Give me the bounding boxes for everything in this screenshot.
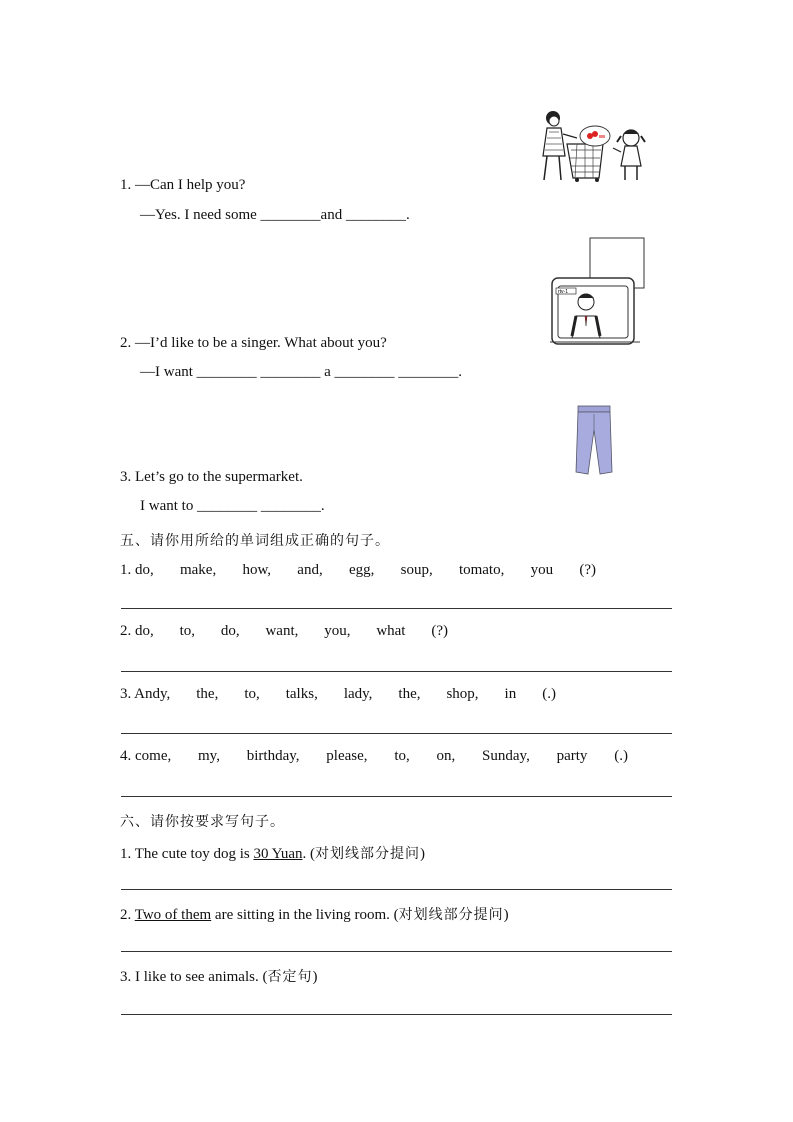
s5-item-3: [120, 686, 556, 703]
word: tomato,: [458, 562, 505, 578]
word: you,: [324, 623, 351, 639]
answer-line[interactable]: [121, 1014, 672, 1015]
word: to,: [179, 623, 196, 639]
answer-line[interactable]: [121, 733, 672, 734]
word: and,: [297, 562, 323, 578]
shopping-illustration: [533, 108, 648, 183]
word: (?): [579, 562, 596, 578]
answer-line[interactable]: [121, 951, 672, 952]
word: soup,: [400, 562, 433, 578]
word: egg,: [348, 562, 375, 578]
instruction-note: 否定句: [267, 969, 313, 985]
word: what: [376, 623, 406, 639]
text: 3. I like to see animals. (: [120, 969, 268, 985]
section6-heading: 六、请你按要求写句子。: [120, 814, 285, 830]
word: do,: [220, 623, 240, 639]
q1-line2: —Yes. I need some ________and ________.: [140, 207, 410, 223]
trousers-illustration: [572, 404, 616, 476]
q2-line1: 2. —I’d like to be a singer. What about you?: [120, 335, 387, 351]
word: to,: [394, 748, 410, 764]
answer-line[interactable]: [121, 796, 672, 797]
underlined-text: 30 Yuan: [253, 846, 303, 862]
word: shop,: [446, 686, 479, 702]
word: the,: [196, 686, 219, 702]
q3-line2: I want to ________ ________.: [140, 498, 325, 514]
word: my,: [198, 748, 220, 764]
q2-line2: —I want ________ ________ a ________ ________.: [140, 364, 463, 380]
word: (?): [431, 623, 448, 639]
text: ): [312, 969, 318, 985]
s5-item-4: [120, 748, 628, 765]
answer-line[interactable]: [121, 671, 672, 672]
text: are sitting in the living room. (: [211, 907, 399, 923]
word: lady,: [343, 686, 373, 702]
word: (.): [542, 686, 556, 702]
word: in: [504, 686, 517, 702]
text: 1. The cute toy dog is: [120, 846, 254, 862]
q3-line1: 3. Let’s go to the supermarket.: [120, 469, 303, 485]
word: want,: [265, 623, 299, 639]
word: make,: [179, 562, 217, 578]
word: talks,: [285, 686, 318, 702]
word: Sunday,: [482, 748, 530, 764]
word: on,: [436, 748, 456, 764]
word: party: [556, 748, 588, 764]
word: you: [530, 562, 554, 578]
word: 1. do,: [120, 562, 154, 578]
text: . (: [302, 846, 315, 862]
q1-line1: 1. —Can I help you?: [120, 177, 246, 193]
underlined-text: Two of them: [134, 907, 212, 923]
svg-text:rtv-1: rtv-1: [558, 289, 568, 295]
word: 2. do,: [120, 623, 154, 639]
word: 3. Andy,: [120, 686, 171, 702]
s6-item-1: [120, 843, 425, 863]
answer-line[interactable]: [121, 608, 672, 609]
s5-item-2: [120, 623, 448, 640]
word: how,: [242, 562, 272, 578]
s6-item-3: [120, 966, 317, 986]
word: to,: [244, 686, 260, 702]
word: (.): [614, 748, 628, 764]
section5-heading: 五、请你用所给的单词组成正确的句子。: [120, 533, 390, 549]
s5-item-1: [120, 562, 596, 579]
s6-item-2: [120, 904, 509, 924]
word: the,: [398, 686, 421, 702]
word: please,: [326, 748, 368, 764]
instruction-note: 对划线部分提问: [315, 846, 420, 862]
instruction-note: 对划线部分提问: [398, 907, 504, 923]
word: birthday,: [246, 748, 300, 764]
text: 2.: [120, 907, 135, 923]
text: ): [420, 846, 425, 862]
tv-presenter-illustration: [548, 236, 648, 348]
word: 4. come,: [120, 748, 172, 764]
answer-line[interactable]: [121, 889, 672, 890]
text: ): [503, 907, 509, 923]
